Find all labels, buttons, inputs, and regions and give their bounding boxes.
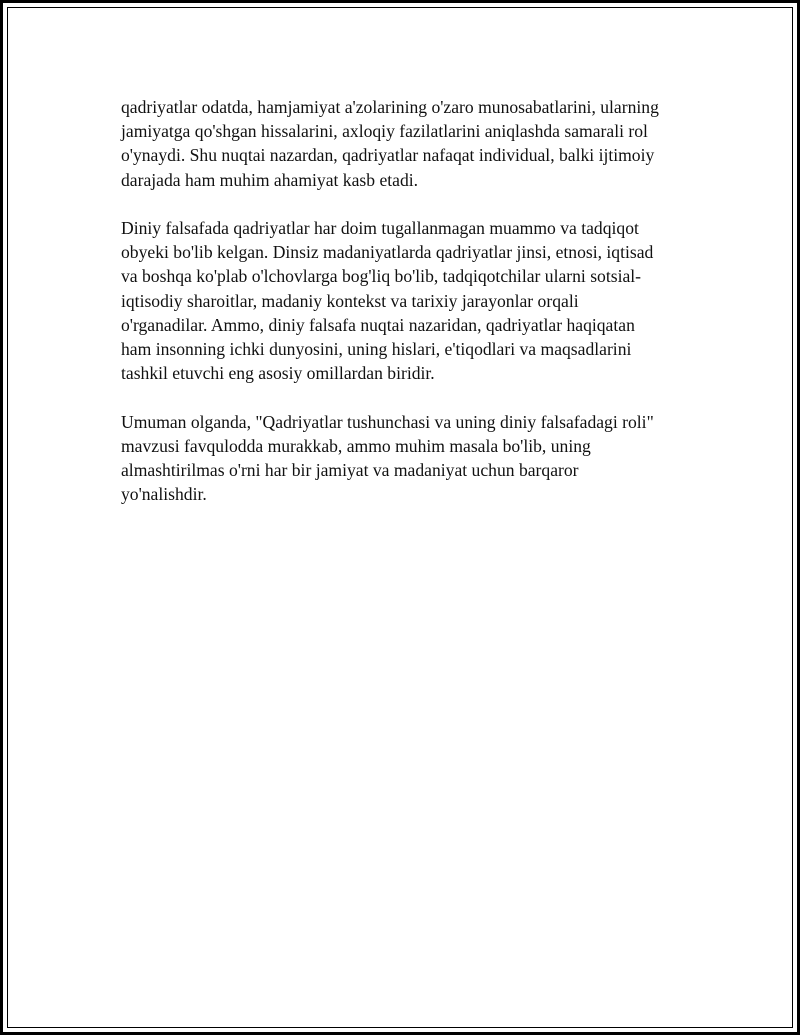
paragraph-2: Diniy falsafada qadriyatlar har doim tugallanmagan muammo va tadqiqot obyeki bo'lib kelgan. Dinsiz madaniyatlarda qadriyatlar jinsi, etnosi, iqtisad va boshqa ko'plab o'lchovlarga bog'liq bo'lib, tadqiqotchilar ularni sotsial- iqtisodiy sharoitlar, madaniy kontekst va tarixiy jarayonlar orqali o'rganadilar. Ammo, diniy falsafa nuqtai nazaridan, qadriyatlar haqiqatan ham insonning ichki dunyosini, uning hislari, e'tiqodlari va maqsadlarini tashkil etuvchi eng asosiy omillardan biridir. (121, 218, 654, 384)
document-body (121, 95, 701, 531)
paragraph-1: qadriyatlar odatda, hamjamiyat a'zolarining o'zaro munosabatlarini, ularning jamiyatga qo'shgan hissalarini, axloqiy fazilatlarini aniqlashda samarali rol o'ynaydi. Shu nuqtai nazardan, qadriyatlar nafaqat individual, balki ijtimoiy darajada ham muhim ahamiyat kasb etadi. (121, 97, 659, 190)
paragraph-3: Umuman olganda, "Qadriyatlar tushunchasi va uning diniy falsafadagi roli" mavzusi favqulodda murakkab, ammo muhim masala bo'lib, uning almashtirilmas o'rni har bir jamiyat va madaniyat uchun barqaror yo'nalishdir. (121, 411, 654, 505)
